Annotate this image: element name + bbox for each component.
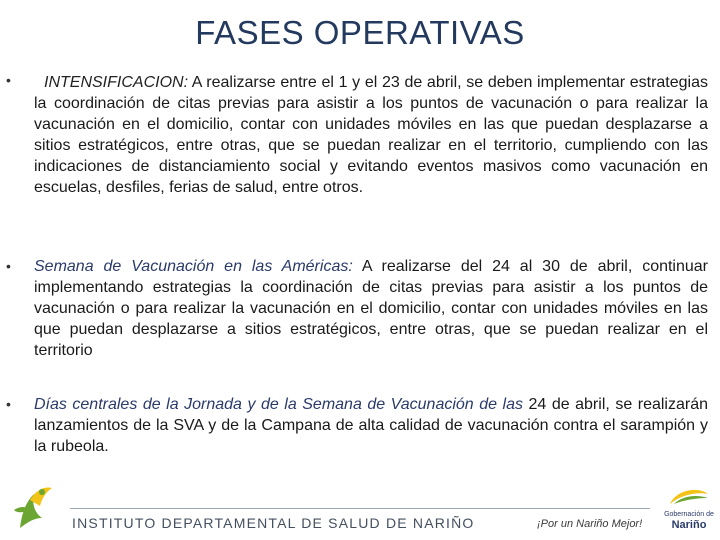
item-body: A realizarse del 24 al 30 de abril, continuar implementando estrategias la coordinación de citas previas para asistir a los puntos de vacunación o para realizar la vacunación en el domicilio, contar con unidades móviles en las que puedan desplazarse a sitios estratégicos, entre otras, que se puedan realizar en el territorio — [34, 258, 709, 359]
government-logo — [664, 484, 714, 531]
bullet-marker: • — [6, 396, 11, 412]
government-logo-line1: Gobernación de — [664, 511, 714, 518]
item-lead: INTENSIFICACION: — [44, 74, 189, 91]
government-logo-line2: Nariño — [671, 519, 707, 531]
item-paragraph — [34, 394, 708, 457]
item-paragraph — [34, 256, 708, 361]
item-body: 24 de abril, se realizarán lanzamientos de la SVA y de la Campana de alta calidad de vacunación contra el sarampión y la rubeola. — [34, 396, 709, 455]
footer-divider — [70, 508, 650, 509]
government-logo-icon — [668, 484, 710, 506]
item-lead: Días centrales de la Jornada y de la Semana de Vacunación de las — [34, 396, 523, 413]
institute-logo-icon — [12, 482, 58, 537]
item-body: A realizarse entre el 1 y el 23 de abril, se deben implementar estrategias la coordinación de citas previas para asistir a los puntos de vacunación o para realizar la vacunación en el domicilio, contar con unidades móviles en las que puedan desplazarse a sitios estratégicos, entre otras, que se puedan realizar en el territorio, cumpliendo con las indicaciones de distanciamiento social y evitando eventos masivos como vacunación en escuelas, desfiles, ferias de salud, entre otros. — [34, 74, 708, 196]
bullet-marker: • — [6, 258, 11, 274]
institution-name: INSTITUTO DEPARTAMENTAL DE SALUD DE NARIÑO — [72, 515, 475, 531]
page-title: FASES OPERATIVAS — [195, 14, 525, 51]
bullet-marker: • — [6, 72, 11, 88]
item-lead: Semana de Vacunación en las Américas: — [34, 258, 353, 275]
slogan: ¡Por un Nariño Mejor! — [537, 518, 643, 530]
item-paragraph — [34, 72, 708, 198]
